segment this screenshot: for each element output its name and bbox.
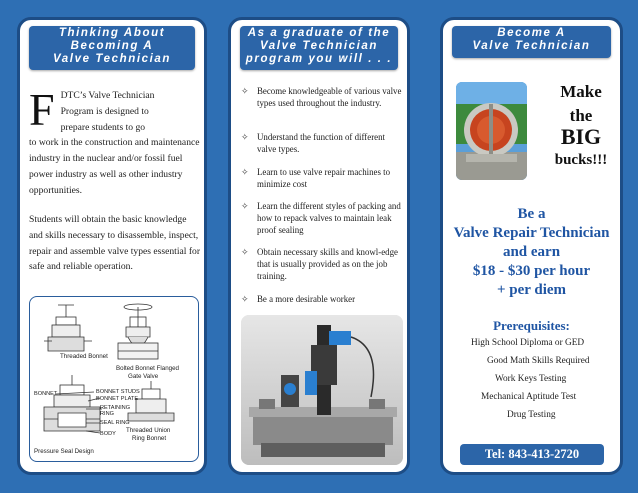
bullet-item bbox=[241, 201, 403, 236]
banner-graduate bbox=[240, 26, 398, 70]
panel-graduate bbox=[228, 17, 410, 475]
valve-diagram bbox=[29, 296, 199, 462]
label-bonnet-studs: BONNET STUDS bbox=[96, 389, 140, 395]
intro-line: DTC’s Valve Technician bbox=[60, 90, 155, 101]
bullet-item bbox=[241, 86, 403, 110]
cta-line: + per diem bbox=[496, 282, 567, 298]
banner-line: Becoming A bbox=[70, 40, 154, 52]
diamond-bullet-icon: ✧ bbox=[241, 201, 249, 211]
large-valve-icon bbox=[456, 82, 527, 180]
diamond-bullet-icon: ✧ bbox=[241, 132, 249, 142]
valve-drawings-icon bbox=[30, 297, 199, 462]
prereq-item: Drug Testing bbox=[507, 410, 556, 420]
bullet-item bbox=[241, 167, 403, 191]
intro-rest: to work in the construction and maintenance industry in the nuclear and/or fossil fuel power industry as well as other industry opportunities. bbox=[29, 137, 200, 196]
label-bolted-bonnet: Bolted Bonnet Flanged bbox=[116, 365, 179, 372]
label-body: BODY bbox=[100, 431, 116, 437]
cta-line: Be a bbox=[517, 206, 546, 222]
valve-photo bbox=[456, 82, 527, 180]
cta-line: $18 - $30 per hour bbox=[472, 263, 591, 279]
banner-become bbox=[452, 26, 611, 58]
the-text: the bbox=[569, 106, 593, 125]
bullet-item bbox=[241, 132, 403, 156]
label-ring-bonnet: Ring Bonnet bbox=[132, 435, 167, 442]
diamond-bullet-icon: ✧ bbox=[241, 247, 249, 257]
banner-thinking-about bbox=[29, 26, 195, 70]
valve-machine-photo bbox=[241, 315, 403, 465]
cta-line: and earn bbox=[502, 244, 561, 260]
label-retaining-ring-2: RING bbox=[100, 411, 114, 417]
drop-cap: F bbox=[29, 84, 55, 135]
banner-line: As a graduate of the bbox=[247, 27, 391, 39]
bullet-text: Become knowledgeable of various valve types used throughout the industry. bbox=[257, 86, 402, 108]
label-threaded-union: Threaded Union bbox=[126, 427, 171, 434]
big-text: BIG bbox=[560, 124, 602, 149]
banner-line: Valve Technician bbox=[259, 40, 379, 52]
label-retaining-ring: RETAINING bbox=[100, 405, 131, 411]
banner-line: Valve Technician bbox=[52, 53, 172, 65]
intro-line: Program is designed to bbox=[60, 105, 149, 117]
diamond-bullet-icon: ✧ bbox=[241, 167, 249, 177]
banner-line: program you will . . . bbox=[245, 53, 393, 65]
label-bonnet-plate: BONNET PLATE bbox=[96, 396, 139, 402]
prereq-item: Mechanical Aptitude Test bbox=[481, 392, 577, 402]
bullet-text: Learn the different styles of packing and how to repack valves to maintain leak proof sealing bbox=[257, 201, 401, 235]
cta-line: Valve Repair Technician bbox=[453, 225, 610, 241]
skills-paragraph: Students will obtain the basic knowledge and skills necessary to disassemble, inspect, repair and assemble valve types essential for safe and reliable operation. bbox=[29, 214, 201, 273]
banner-line: Become A bbox=[497, 27, 566, 39]
bullet-text: Be a more desirable worker bbox=[257, 294, 356, 304]
panel-thinking-about bbox=[17, 17, 207, 475]
intro-paragraph bbox=[29, 84, 201, 199]
bullet-item bbox=[241, 247, 403, 282]
bucks-text: bucks!!! bbox=[554, 152, 608, 168]
banner-line: Thinking About bbox=[58, 27, 166, 39]
banner-line: Valve Technician bbox=[472, 40, 591, 52]
bullet-text: Understand the function of different valve types. bbox=[257, 132, 385, 154]
telephone-badge[interactable]: Tel: 843-413-2720 bbox=[460, 444, 604, 465]
prereq-item: Work Keys Testing bbox=[495, 374, 567, 384]
valve-repair-machine-icon bbox=[241, 315, 403, 465]
prereq-item: Good Math Skills Required bbox=[487, 356, 590, 366]
bullet-text: Obtain necessary skills and knowl-edge that is usually provided as on the job training. bbox=[257, 247, 398, 281]
bullet-item bbox=[241, 294, 403, 306]
label-seal-ring: SEAL RING bbox=[100, 420, 130, 426]
label-pressure-seal: Pressure Seal Design bbox=[34, 448, 94, 455]
intro-line: prepare students to go bbox=[60, 121, 146, 133]
label-threaded-bonnet: Threaded Bonnet bbox=[60, 353, 108, 360]
prereq-item: High School Diploma or GED bbox=[471, 338, 585, 348]
panel-become bbox=[440, 17, 623, 475]
prerequisites-heading: Prerequisites: bbox=[493, 318, 570, 333]
diamond-bullet-icon: ✧ bbox=[241, 86, 249, 96]
bullet-text: Learn to use valve repair machines to minimize cost bbox=[257, 167, 391, 189]
make-text: Make bbox=[560, 82, 602, 101]
label-gate-valve: Gate Valve bbox=[128, 373, 159, 380]
diamond-bullet-icon: ✧ bbox=[241, 294, 249, 304]
label-bonnet: BONNET bbox=[34, 391, 58, 397]
